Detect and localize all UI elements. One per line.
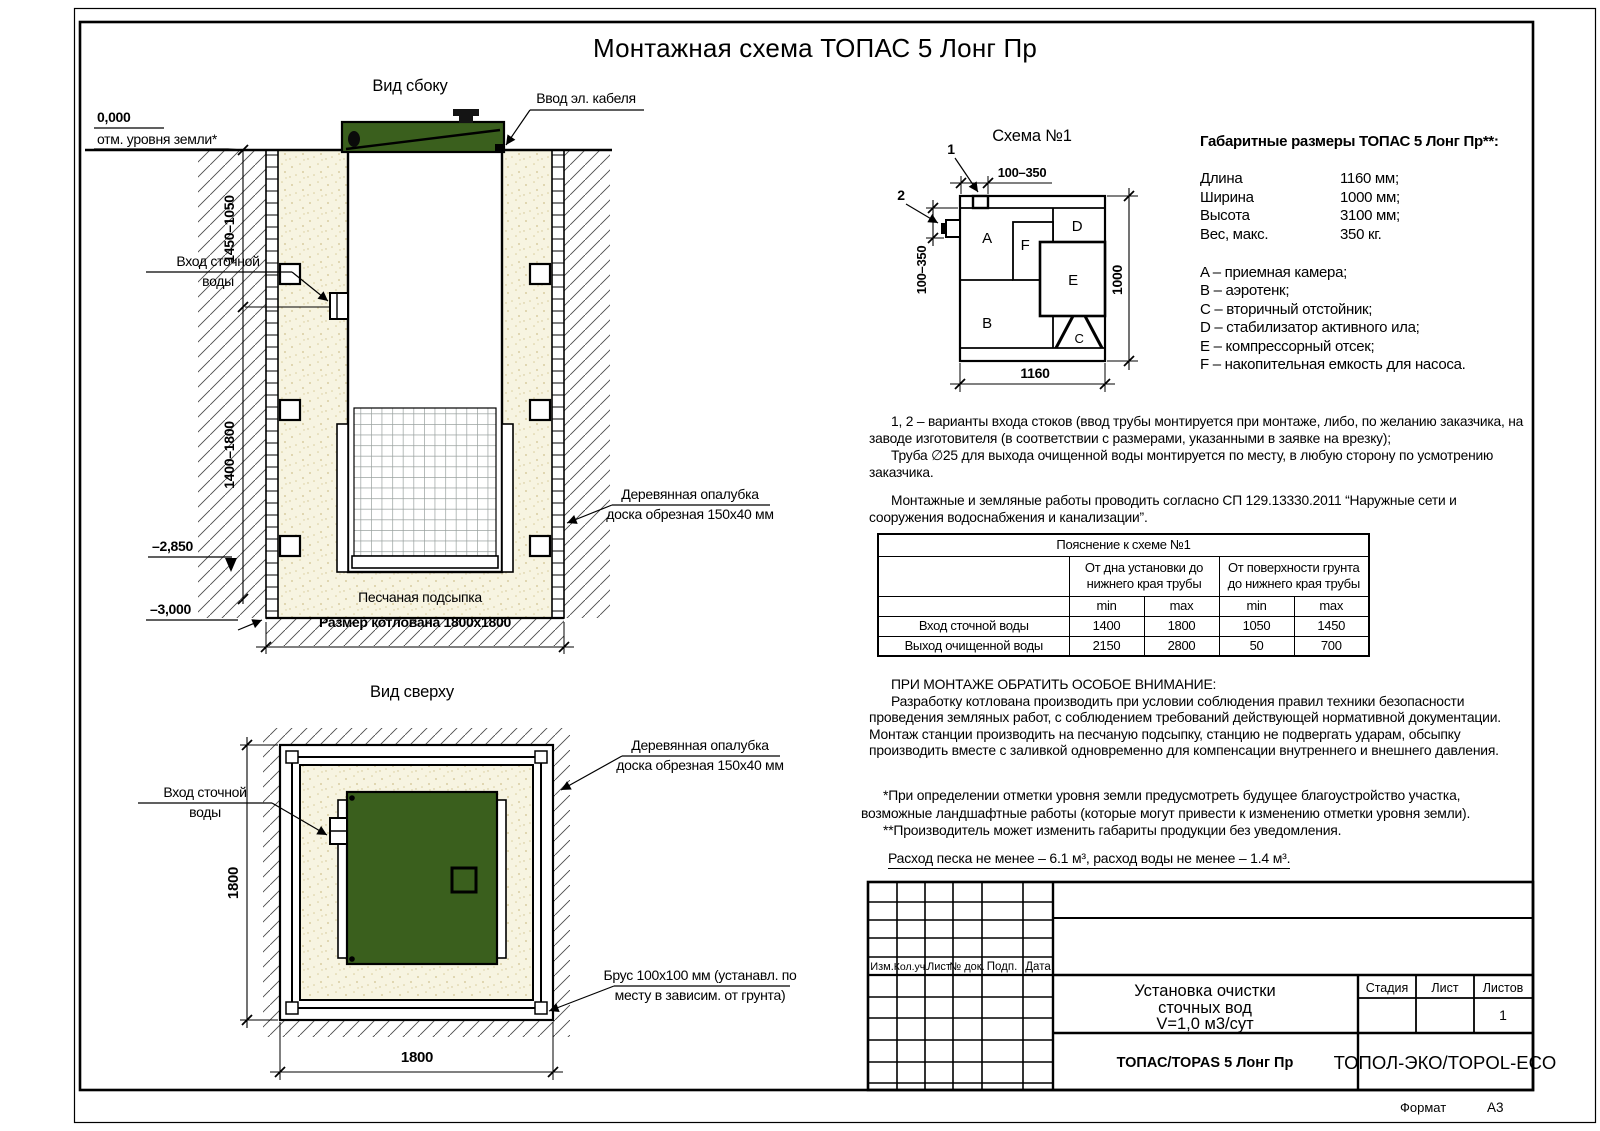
spec-row bbox=[1200, 226, 1400, 245]
row-value: 2800 bbox=[1144, 636, 1219, 656]
callout-1: 1 bbox=[947, 141, 955, 157]
legend-item: C – вторичный отстойник; bbox=[1200, 300, 1373, 318]
inlet-label-2: воды bbox=[202, 273, 234, 289]
side-view-title: Вид сбоку bbox=[372, 77, 448, 95]
callout-1-leader bbox=[955, 158, 978, 192]
cable-label: Ввод эл. кабеля bbox=[536, 90, 636, 106]
schema-dim-left: 100–350 bbox=[914, 245, 929, 295]
vent-cap bbox=[453, 109, 479, 116]
cleat bbox=[530, 536, 550, 556]
schema-dim-top: 100–350 bbox=[997, 165, 1047, 180]
spec-value: 3100 мм; bbox=[1340, 207, 1400, 225]
cleat bbox=[530, 400, 550, 420]
dim-lower: 1400–1800 bbox=[221, 421, 237, 489]
row-label: Вход сточной воды bbox=[878, 616, 1069, 636]
spec-value: 1000 мм; bbox=[1340, 188, 1400, 206]
row-label: Выход очищенной воды bbox=[878, 636, 1069, 656]
formwork-board-right bbox=[552, 150, 564, 618]
zone-legend bbox=[1200, 264, 1466, 374]
specs-heading: Габаритные размеры ТОПАС 5 Лонг Пр**: bbox=[1200, 133, 1499, 150]
legend-item: F – накопительная емкость для насоса. bbox=[1200, 356, 1466, 374]
warning-heading: ПРИ МОНТАЖЕ ОБРАТИТЬ ОСОБОЕ ВНИМАНИЕ: bbox=[891, 676, 1217, 692]
table-max: max bbox=[1294, 596, 1369, 616]
notes-block bbox=[869, 413, 1527, 526]
formwork-label-2: доска обрезная 150х40 мм bbox=[606, 506, 774, 522]
sheet-label: Лист bbox=[1431, 981, 1459, 995]
consumption-note: Расход песка не менее – 6.1 м³, расход воды не менее – 1.4 м³. bbox=[888, 850, 1290, 869]
frame-corner bbox=[535, 751, 547, 763]
schema-dim-bottom: 1160 bbox=[1020, 365, 1050, 381]
dim-upper: 1450–1050 bbox=[221, 195, 237, 263]
table-group-2: От поверхности грунта до нижнего края трубы bbox=[1219, 556, 1369, 596]
col-podp: Подп. bbox=[986, 961, 1018, 973]
sheets-label: Листов bbox=[1482, 981, 1524, 995]
spec-value: 1160 мм; bbox=[1340, 170, 1399, 187]
zone-a: A bbox=[982, 230, 992, 247]
spec-row bbox=[1200, 207, 1400, 226]
plan-dot bbox=[349, 795, 355, 801]
col-ndok: № док. bbox=[949, 961, 985, 973]
model-name: ТОПАС/TOPAS 5 Лонг Пр bbox=[1116, 1055, 1294, 1071]
callout-2: 2 bbox=[897, 187, 905, 203]
lid-hatch-dot bbox=[348, 131, 360, 147]
legend-item: E – компрессорный отсек; bbox=[1200, 337, 1375, 355]
col-koluch: Кол.уч. bbox=[893, 961, 929, 973]
plan-inlet-label-1: Вход сточной bbox=[163, 784, 247, 800]
plan-view-title: Вид сверху bbox=[370, 683, 454, 701]
zone-d: D bbox=[1071, 218, 1083, 235]
timber-label-2: месту в зависим. от грунта) bbox=[614, 987, 786, 1003]
format-label: Формат bbox=[1400, 1100, 1447, 1115]
zone-f: F bbox=[1020, 237, 1030, 254]
elev-2850: –2,850 bbox=[152, 538, 194, 554]
spec-row bbox=[1200, 189, 1400, 208]
cleat bbox=[280, 400, 300, 420]
spec-label: Длина bbox=[1200, 170, 1243, 187]
zone-c: C bbox=[1074, 331, 1084, 346]
stage-label: Стадия bbox=[1365, 981, 1409, 995]
cleat bbox=[530, 264, 550, 284]
table-title: Пояснение к схеме №1 bbox=[878, 534, 1369, 556]
zone-b: B bbox=[982, 315, 992, 332]
inlet-label-1: Вход сточной bbox=[176, 253, 260, 269]
timber-label-1: Брус 100х100 мм (устанавл. по bbox=[603, 967, 797, 983]
col-data: Дата bbox=[1025, 961, 1051, 973]
sheets-value: 1 bbox=[1499, 1007, 1507, 1023]
plan-dim-bottom: 1800 bbox=[400, 1049, 434, 1066]
frame-corner bbox=[286, 1002, 298, 1014]
warning-block bbox=[869, 676, 1531, 759]
schema-title: Схема №1 bbox=[992, 127, 1072, 145]
formwork-label-1: Деревянная опалубка bbox=[621, 486, 759, 502]
spec-label: Вес, макс. bbox=[1200, 225, 1269, 243]
plan-view bbox=[138, 683, 797, 1080]
spec-row bbox=[1200, 170, 1400, 189]
title-block-text bbox=[870, 961, 1556, 1115]
col-list: Лист bbox=[927, 961, 951, 973]
schema-1 bbox=[897, 127, 1138, 392]
doc-title-1: Установка очистки bbox=[1134, 982, 1276, 1000]
cable-leader bbox=[506, 110, 530, 145]
cable-gland bbox=[495, 144, 504, 153]
legend-item: D – стабилизатор активного ила; bbox=[1200, 319, 1420, 337]
row-value: 1400 bbox=[1069, 616, 1144, 636]
footnote-2: **Производитель может изменить габариты продукции без уведомления. bbox=[883, 822, 1342, 839]
note-p3: Монтажные и земляные работы проводить согласно СП 129.13330.2011 “Наружные сети и сооружения водоснабжения и канализации”. bbox=[869, 493, 1457, 525]
elev-3000: –3,000 bbox=[150, 601, 192, 617]
formwork-board-left bbox=[266, 150, 278, 618]
sand-bed-label: Песчаная подсыпка bbox=[358, 589, 482, 605]
schema-inlet-2 bbox=[946, 220, 960, 237]
table-corner-cell bbox=[878, 556, 1069, 596]
table-row bbox=[878, 616, 1369, 636]
tank-grid bbox=[354, 408, 496, 556]
table-max: max bbox=[1144, 596, 1219, 616]
row-value: 1050 bbox=[1219, 616, 1294, 636]
legend-item: A – приемная камера; bbox=[1200, 264, 1348, 281]
row-value: 1450 bbox=[1294, 616, 1369, 636]
table-min: min bbox=[1069, 596, 1144, 616]
table-row bbox=[878, 636, 1369, 656]
legend-item: B – аэротенк; bbox=[1200, 282, 1290, 300]
note-p2: Труба ∅25 для выхода очищенной воды монтируется по месту, в любую сторону по усмотрению заказчика. bbox=[869, 448, 1494, 480]
explanation-table-wrap bbox=[877, 533, 1370, 657]
side-rail-left bbox=[337, 424, 348, 572]
plan-dim-left: 1800 bbox=[225, 866, 242, 900]
inlet-connector bbox=[330, 293, 348, 319]
table-group-1: От дна установки до нижнего края трубы bbox=[1069, 556, 1219, 596]
earth-hatch-right bbox=[564, 150, 610, 618]
row-value: 1800 bbox=[1144, 616, 1219, 636]
spec-label: Высота bbox=[1200, 207, 1250, 225]
footnote-1: *При определении отметки уровня земли предусмотреть будущее благоустройство участка, возможные ландшафтные работы (которые могут привести к изменению отметки уровня земли). bbox=[861, 787, 1471, 821]
spec-value: 350 кг. bbox=[1340, 225, 1382, 243]
spec-label: Ширина bbox=[1200, 188, 1254, 206]
zero-mark: 0,000 bbox=[97, 109, 131, 125]
row-value: 700 bbox=[1294, 636, 1369, 656]
frame-corner bbox=[286, 751, 298, 763]
note-p1: 1, 2 – варианты входа стоков (ввод трубы монтируется при монтаже, либо, по желанию заказчика, на заводе изготовителя (в соответствии с размерами, указанными в заявке на врезку); bbox=[869, 414, 1524, 446]
row-value: 50 bbox=[1219, 636, 1294, 656]
elev-3000-leader bbox=[238, 620, 262, 630]
cleat bbox=[280, 536, 300, 556]
row-value: 2150 bbox=[1069, 636, 1144, 656]
zone-e: E bbox=[1068, 272, 1078, 289]
tank-bottom-bar bbox=[352, 556, 498, 568]
plan-dot bbox=[349, 956, 355, 962]
page-title: Монтажная схема ТОПАС 5 Лонг Пр bbox=[592, 33, 1038, 63]
plan-formwork-label-2: доска обрезная 150х40 мм bbox=[616, 757, 784, 773]
schema-inlet-2-cap bbox=[941, 223, 947, 234]
ground-mark: отм. уровня земли* bbox=[97, 131, 218, 147]
schema-inlet-1 bbox=[973, 196, 988, 208]
warning-body: Разработку котлована производить при условии соблюдения правил техники безопасности проведения земляных работ, с соблюдением требований действующей нормативной документации. Монтаж станции производить на песчаную подсыпку, станцию не подвергать ударам, обсыпку производить вместе с заливкой одновременно для компенсации внутреннего и внешнего давления. bbox=[869, 692, 1501, 759]
vent-stem bbox=[459, 115, 473, 123]
pit-size-label: Размер котлована 1800х1800 bbox=[319, 614, 511, 630]
plan-inlet-label-2: воды bbox=[189, 804, 221, 820]
footnotes-block bbox=[861, 787, 1529, 840]
company-name: ТОПОЛ-ЭКО/TOPOL-ECO bbox=[1333, 1052, 1557, 1073]
cleat bbox=[280, 264, 300, 284]
side-view bbox=[85, 77, 774, 654]
plan-rail-right bbox=[497, 800, 506, 958]
frame-corner bbox=[535, 1002, 547, 1014]
table-min: min bbox=[1219, 596, 1294, 616]
table-empty-cell bbox=[878, 596, 1069, 616]
format-value: А3 bbox=[1487, 1100, 1504, 1115]
plan-formwork-leader bbox=[561, 756, 622, 790]
doc-title-3: V=1,0 м3/сут bbox=[1156, 1015, 1254, 1033]
doc-title-2: сточных вод bbox=[1158, 999, 1252, 1017]
consumption-note-wrap bbox=[888, 850, 1290, 868]
explanation-table bbox=[877, 533, 1370, 657]
specs-rows bbox=[1200, 170, 1400, 244]
schema-dim-right: 1000 bbox=[1109, 265, 1125, 295]
side-rail-right bbox=[502, 424, 513, 572]
plan-formwork-label-1: Деревянная опалубка bbox=[631, 737, 769, 753]
col-izm: Изм. bbox=[870, 961, 894, 973]
